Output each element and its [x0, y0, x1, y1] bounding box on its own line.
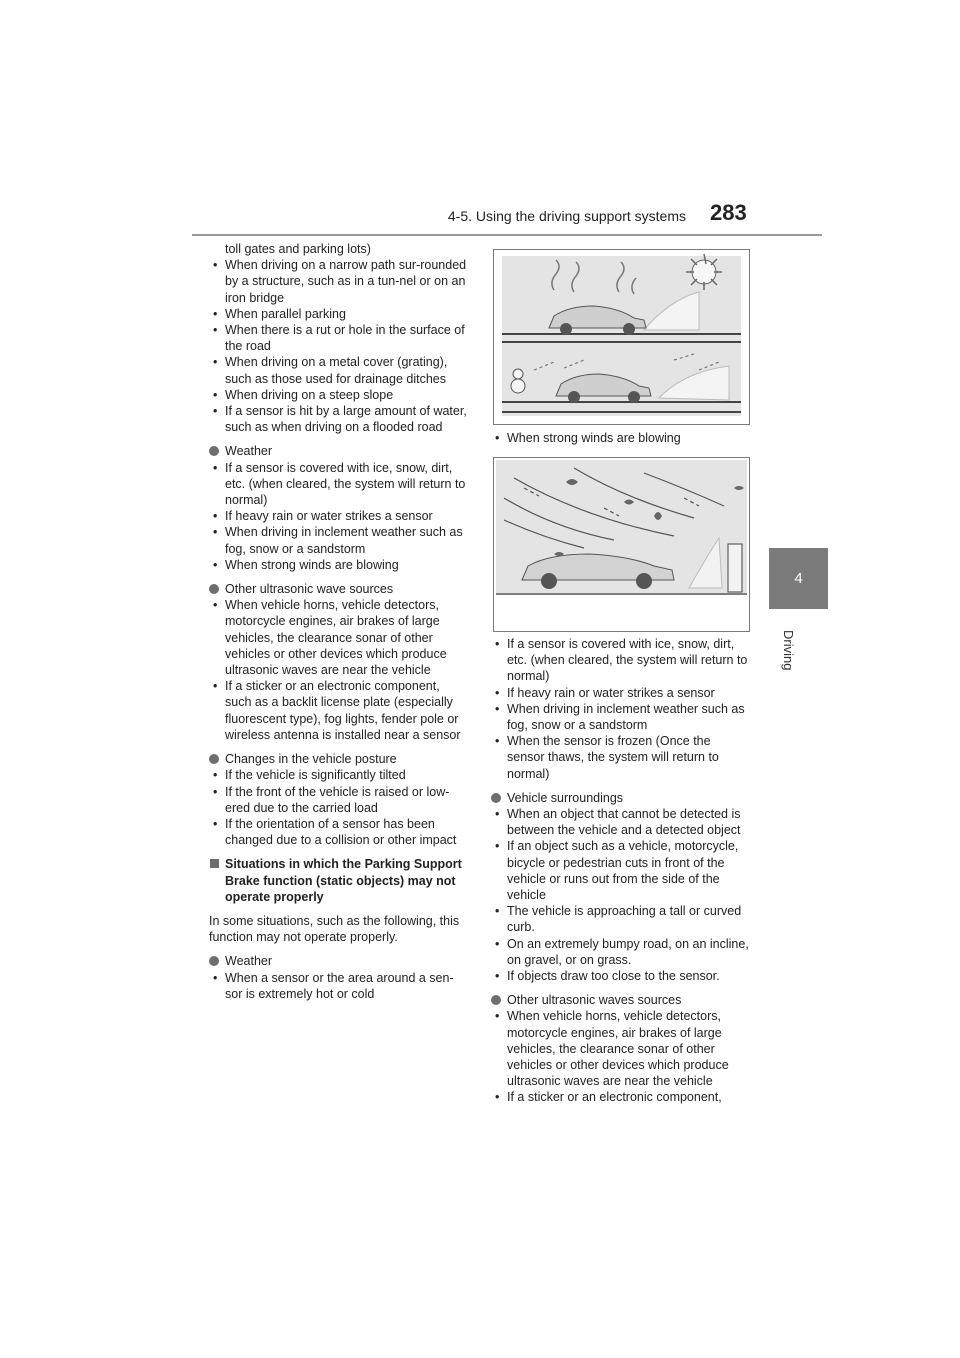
chapter-tab — [769, 548, 828, 609]
section-title: 4-5. Using the driving support systems — [447, 208, 686, 224]
list-item: • If heavy rain or water strikes a sensor — [209, 508, 467, 524]
list-item: • When an object that cannot be detected is between the vehicle and a detected object — [491, 806, 749, 838]
sub-weather-group — [209, 953, 467, 1002]
list-item: • When driving in inclement weather such as fog, snow or a sandstorm — [491, 701, 749, 733]
list-item: • When driving on a narrow path sur-rounded by a structure, such as in a tun-nel or on an iron bridge — [209, 257, 467, 306]
list-item: • When parallel parking — [209, 306, 467, 322]
list-item: • If heavy rain or water strikes a sensor — [491, 685, 749, 701]
intro-bullet-list — [209, 257, 467, 435]
bullet-list — [209, 597, 467, 743]
circle-bullet-icon — [209, 956, 219, 966]
bullet-list — [209, 767, 467, 848]
chapter-number: 4 — [794, 570, 803, 587]
vehicle-posture-group — [209, 751, 467, 848]
bullet-list — [209, 460, 467, 573]
list-item: • When vehicle horns, vehicle detectors, motorcycle engines, air brakes of large vehicles, the clearance sonar of other vehicles or other devices which produce ultrasonic waves are near the vehicle — [491, 1008, 749, 1089]
list-item: • If objects draw too close to the sensor. — [491, 968, 749, 984]
square-bullet-icon — [210, 859, 219, 868]
group-heading-text: Other ultrasonic waves sources — [507, 993, 682, 1008]
list-item: • When a sensor or the area around a sen-sor is extremely hot or cold — [209, 970, 467, 1002]
list-item: • When driving in inclement weather such as fog, snow or a sandstorm — [209, 524, 467, 556]
page-number: 283 — [710, 200, 747, 225]
list-item: • When there is a rut or hole in the surface of the road — [209, 322, 467, 354]
list-item: • If the front of the vehicle is raised or low-ered due to the carried load — [209, 784, 467, 816]
list-item: • The vehicle is approaching a tall or curved curb. — [491, 903, 749, 935]
group-heading-text: Vehicle surroundings — [507, 790, 624, 805]
list-item: • If a sensor is hit by a large amount of water, such as when driving on a flooded road — [209, 403, 467, 435]
right-column — [491, 636, 749, 1106]
group-heading-text: Weather — [225, 444, 273, 459]
list-item: • When driving on a metal cover (grating), such as those used for drainage ditches — [209, 354, 467, 386]
subsection-heading — [209, 856, 467, 905]
strong-wind-illustration — [493, 457, 750, 632]
group-heading — [491, 992, 749, 1008]
list-item: • If a sensor is covered with ice, snow, dirt, etc. (when cleared, the system will return to normal) — [491, 636, 749, 685]
bullet-list — [209, 970, 467, 1002]
weather-group — [209, 443, 467, 573]
ultrasonic-waves-group — [491, 992, 749, 1105]
chapter-label: Driving — [781, 630, 796, 671]
group-heading — [209, 751, 467, 767]
list-item: • If the orientation of a sensor has been changed due to a collision or other impact — [209, 816, 467, 848]
circle-bullet-icon — [209, 446, 219, 456]
bullet-list — [491, 636, 749, 782]
circle-bullet-icon — [491, 793, 501, 803]
list-item: • If the vehicle is significantly tilted — [209, 767, 467, 783]
left-column — [209, 241, 467, 1002]
list-item: • If an object such as a vehicle, motorcycle, bicycle or pedestrian cuts in front of the vehicle or runs out from the side of the vehicle — [491, 838, 749, 903]
list-item: • When driving on a steep slope — [209, 387, 467, 403]
group-heading — [209, 581, 467, 597]
circle-bullet-icon — [209, 754, 219, 764]
group-heading — [209, 953, 467, 969]
list-item: • When the sensor is frozen (Once the sensor thaws, the system will return to normal) — [491, 733, 749, 782]
list-item: • On an extremely bumpy road, on an incline, on gravel, or on grass. — [491, 936, 749, 968]
subsection-paragraph: In some situations, such as the following, this function may not operate properly. — [209, 913, 460, 945]
header-divider — [192, 234, 822, 236]
caption-list — [491, 430, 749, 446]
group-heading — [209, 443, 467, 459]
group-heading — [491, 790, 749, 806]
continued-text: toll gates and parking lots) — [225, 242, 371, 256]
group-heading-text: Weather — [225, 954, 273, 969]
list-item: • When strong winds are blowing — [491, 430, 749, 446]
snowman-icon — [511, 369, 525, 393]
hot-cold-weather-illustration — [493, 249, 750, 425]
list-item: • If a sticker or an electronic component, such as a backlit license plate (especially fluorescent type), fog lights, fender pole or wireless antenna is installed near a sensor — [209, 678, 467, 743]
circle-bullet-icon — [209, 584, 219, 594]
group-heading-text: Changes in the vehicle posture — [225, 752, 397, 767]
list-item: • When vehicle horns, vehicle detectors, motorcycle engines, air brakes of large vehicles, the clearance sonar of other vehicles or other devices which produce ultrasonic waves are near the vehicle — [209, 597, 467, 678]
bullet-list — [491, 806, 749, 984]
wall-obstacle — [728, 544, 742, 592]
circle-bullet-icon — [491, 995, 501, 1005]
list-item: • If a sticker or an electronic component, — [491, 1089, 749, 1105]
vehicle-surroundings-group — [491, 790, 749, 984]
list-item: • If a sensor is covered with ice, snow, dirt, etc. (when cleared, the system will return to normal) — [209, 460, 467, 509]
ultrasonic-sources-group — [209, 581, 467, 743]
list-item: • When strong winds are blowing — [209, 557, 467, 573]
figure-caption — [491, 430, 749, 446]
bullet-list — [491, 1008, 749, 1105]
group-heading-text: Other ultrasonic wave sources — [225, 582, 394, 597]
subsection-heading-text: Situations in which the Parking Support Brake function (static objects) may not operate properly — [225, 857, 462, 904]
